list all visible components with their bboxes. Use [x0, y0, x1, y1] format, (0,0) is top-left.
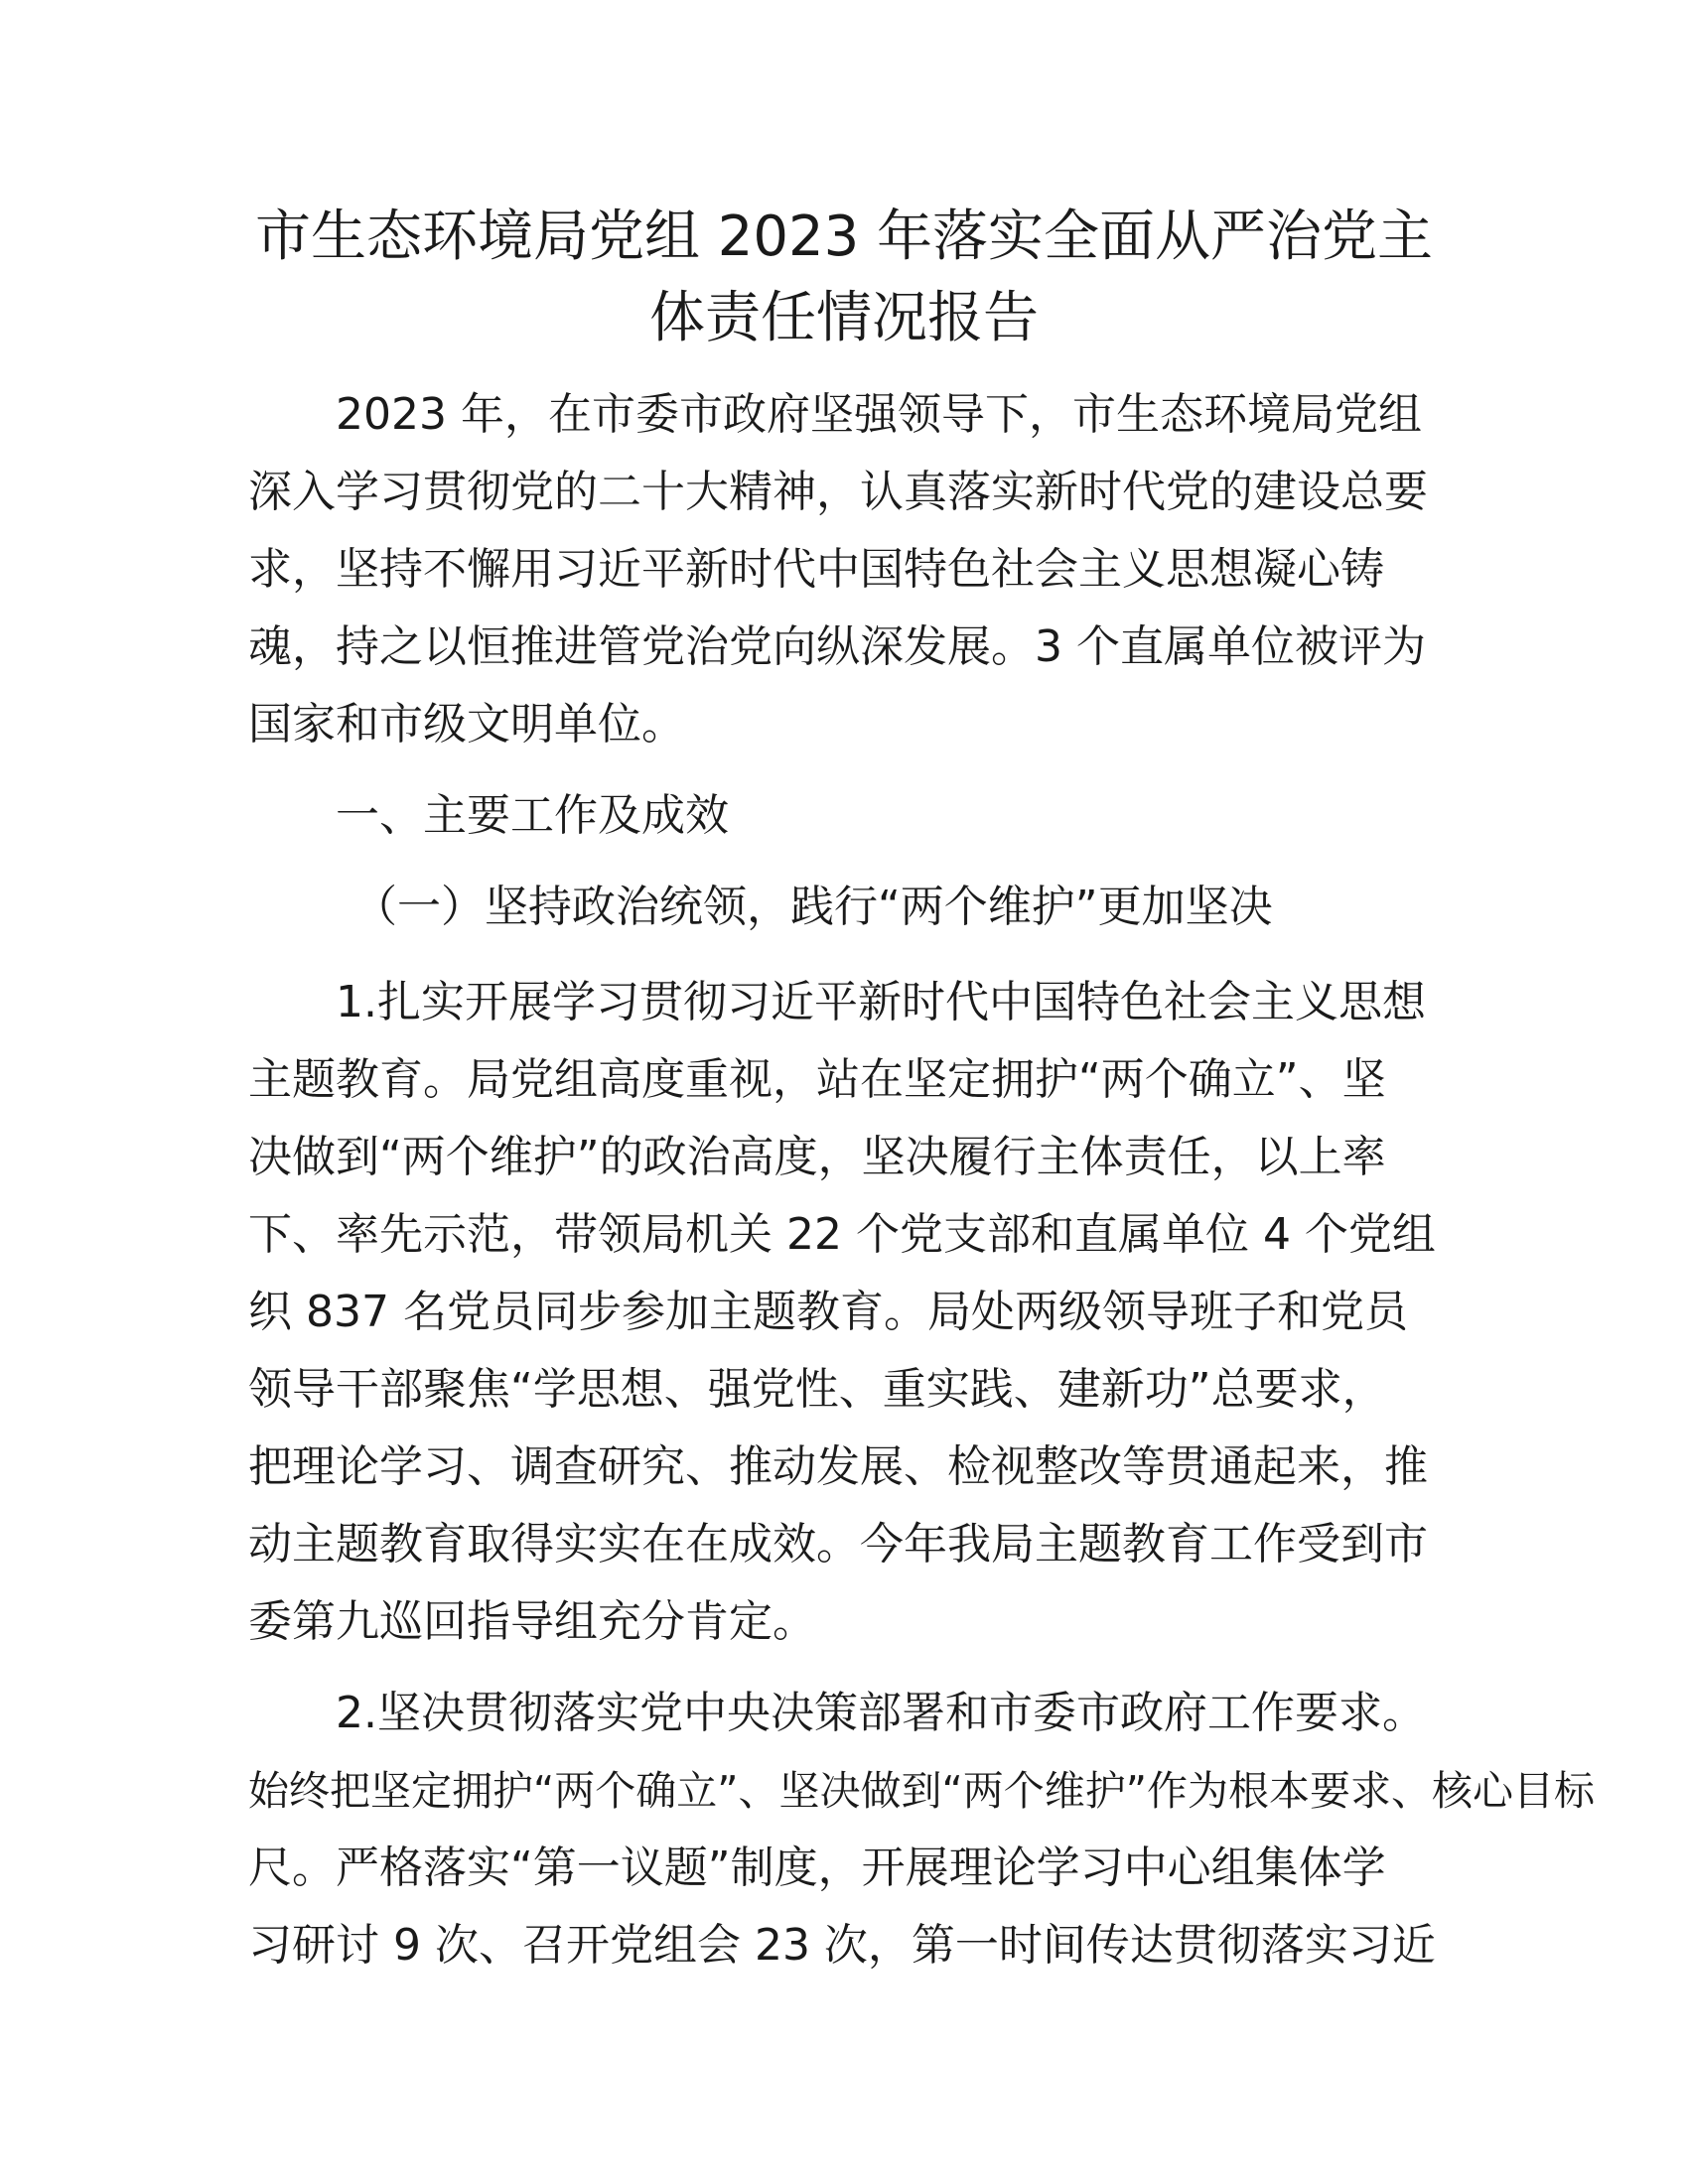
paragraph-1-line-5: 国家和市级文明单位。 [248, 699, 685, 750]
item-1-line-2: 主题教育。局党组高度重视，站在坚定拥护“两个确立”、坚 [248, 1054, 1386, 1105]
item-1-line-5: 织 837 名党员同步参加主题教育。局处两级领导班子和党员 [248, 1287, 1408, 1337]
paragraph-1-line-2: 深入学习贯彻党的二十大精神，认真落实新时代党的建设总要 [248, 467, 1428, 517]
item-2-line-4: 习研讨 9 次、召开党组会 23 次，第一时间传达贯彻落实习近 [248, 1920, 1436, 1971]
section-heading-1: 一、主要工作及成效 [336, 790, 729, 841]
item-2-line-2: 始终把坚定拥护“两个确立”、坚决做到“两个维护”作为根本要求、核心目标 [248, 1767, 1595, 1815]
item-2-line-1: 2.坚决贯彻落实党中央决策部署和市委市政府工作要求。 [336, 1688, 1426, 1738]
paragraph-1-line-4: 魂，持之以恒推进管党治党向纵深发展。3 个直属单位被评为 [248, 621, 1426, 672]
item-1-line-9: 委第九巡回指导组充分肯定。 [248, 1596, 816, 1647]
document-title-line-1: 市生态环境局党组 2023 年落实全面从严治党主 [254, 205, 1434, 269]
paragraph-1-line-1: 2023 年，在市委市政府坚强领导下，市生态环境局党组 [336, 389, 1422, 440]
item-1-line-8: 动主题教育取得实实在在成效。今年我局主题教育工作受到市 [248, 1519, 1428, 1570]
item-1-line-6: 领导干部聚焦“学思想、强党性、重实践、建新功”总要求， [248, 1364, 1386, 1415]
item-1-line-1: 1.扎实开展学习贯彻习近平新时代中国特色社会主义思想 [336, 977, 1426, 1027]
item-1-line-4: 下、率先示范，带领局机关 22 个党支部和直属单位 4 个党组 [248, 1209, 1436, 1260]
item-2-line-3: 尺。严格落实“第一议题”制度，开展理论学习中心组集体学 [248, 1843, 1386, 1893]
item-1-line-3: 决做到“两个维护”的政治高度，坚决履行主体责任，以上率 [248, 1132, 1386, 1182]
paragraph-1-line-3: 求，坚持不懈用习近平新时代中国特色社会主义思想凝心铸 [248, 544, 1384, 595]
item-1-line-7: 把理论学习、调查研究、推动发展、检视整改等贯通起来，推 [248, 1441, 1428, 1492]
document-title-line-2: 体责任情况报告 [649, 286, 1039, 350]
subsection-heading-1: （一）坚持政治统领，践行“两个维护”更加坚决 [353, 882, 1273, 932]
